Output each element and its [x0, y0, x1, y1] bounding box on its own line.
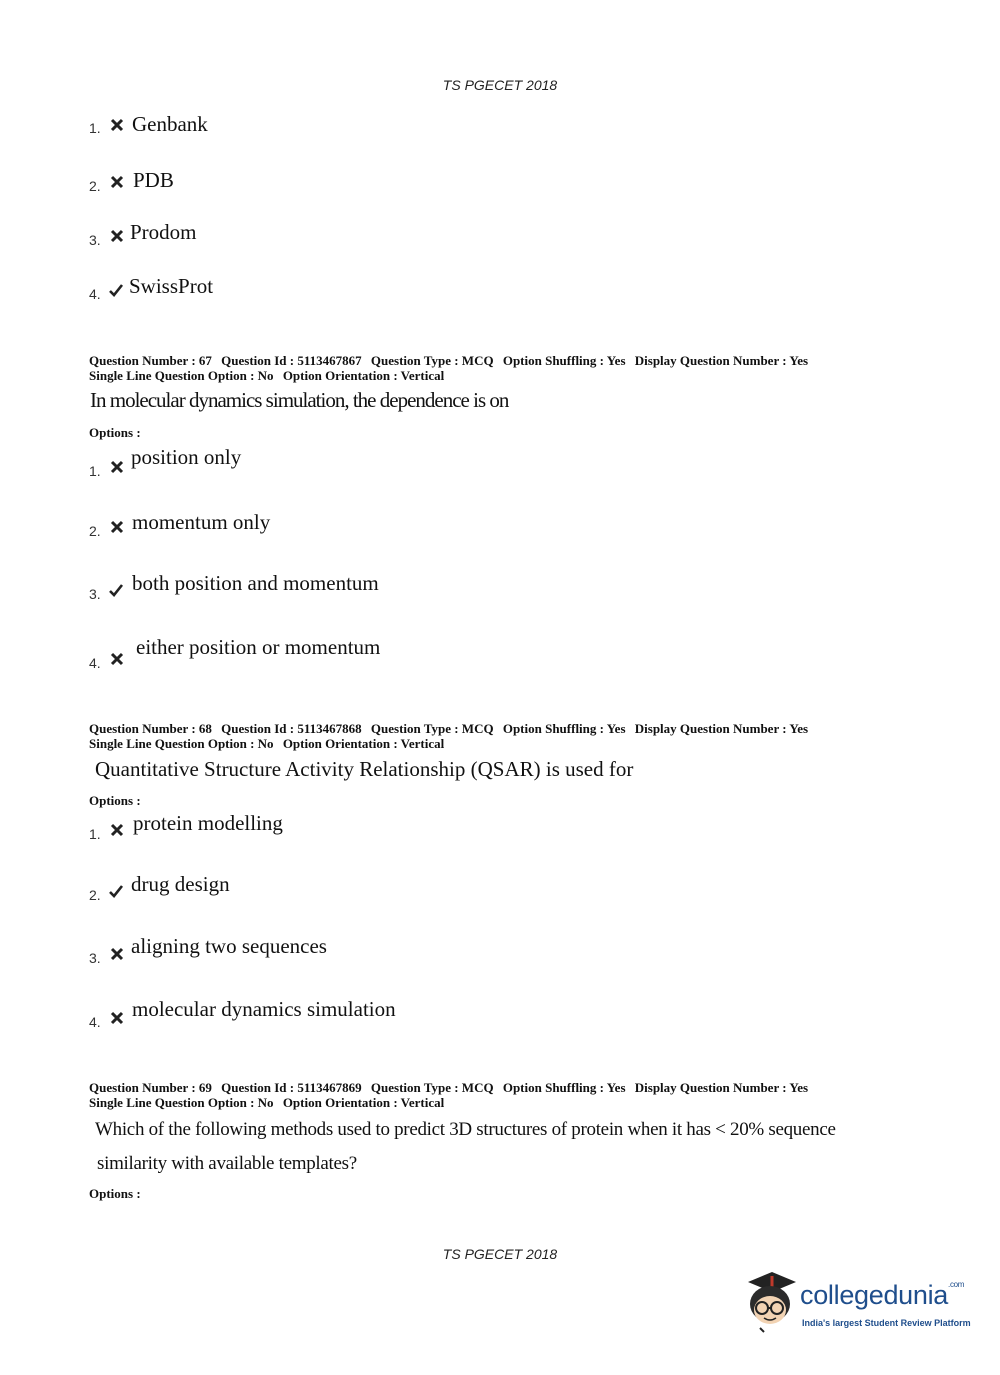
- options-label: Options :: [89, 1186, 141, 1201]
- page-header: TS PGECET 2018: [442, 77, 558, 93]
- options-label: Options :: [89, 793, 141, 808]
- question-meta: [89, 1080, 814, 1110]
- option-number: 3.: [89, 586, 101, 602]
- question-meta-line: [89, 721, 814, 736]
- option-text: SwissProt: [129, 274, 214, 298]
- meta-item: Question Type : MCQ: [370, 353, 494, 368]
- meta-item: Question Type : MCQ: [370, 1080, 494, 1095]
- option-number: 3.: [89, 950, 101, 966]
- meta-item: Question Id : 5113467867: [221, 353, 362, 368]
- meta-item: Question Id : 5113467869: [221, 1080, 362, 1095]
- question-meta-line: [89, 368, 814, 383]
- meta-item: Single Line Question Option : No: [89, 368, 274, 383]
- meta-item: Option Shuffling : Yes: [502, 721, 626, 736]
- option-number: 4.: [89, 286, 101, 302]
- meta-item: Option Shuffling : Yes: [502, 1080, 626, 1095]
- option-text: both position and momentum: [132, 571, 379, 595]
- option-number: 4.: [89, 655, 101, 671]
- meta-item: Display Question Number : Yes: [634, 721, 809, 736]
- logo-tagline: India's largest Student Review Platform: [802, 1318, 971, 1328]
- meta-item: Question Number : 67: [89, 353, 212, 368]
- question-meta-line: [89, 736, 814, 751]
- meta-item: Option Orientation : Vertical: [282, 1095, 445, 1110]
- meta-item: Question Number : 69: [89, 1080, 212, 1095]
- option-number: 4.: [89, 1014, 101, 1030]
- option-number: 1.: [89, 463, 101, 479]
- check-icon: [108, 282, 124, 298]
- cross-icon: [109, 117, 125, 133]
- option-number: 3.: [89, 232, 101, 248]
- meta-item: Question Id : 5113467868: [221, 721, 362, 736]
- collegedunia-logo: [742, 1268, 972, 1338]
- option-text: drug design: [131, 872, 230, 896]
- question-meta: [89, 353, 814, 383]
- option-text: either position or momentum: [136, 635, 381, 659]
- meta-item: Single Line Question Option : No: [89, 1095, 274, 1110]
- option-number: 2.: [89, 523, 101, 539]
- logo-name: collegedunia: [800, 1280, 949, 1310]
- cross-icon: [109, 459, 125, 475]
- cross-icon: [109, 519, 125, 535]
- question-meta-line: [89, 1080, 814, 1095]
- cross-icon: [109, 946, 125, 962]
- question-meta: [89, 721, 814, 751]
- option-text: momentum only: [132, 510, 271, 534]
- meta-item: Display Question Number : Yes: [634, 1080, 809, 1095]
- option-text: Genbank: [132, 112, 208, 136]
- meta-item: Option Orientation : Vertical: [282, 736, 445, 751]
- question-meta-line: [89, 1095, 814, 1110]
- question-text: Which of the following methods used to predict 3D structures of protein when it has < 20% sequence: [95, 1119, 836, 1140]
- question-meta-line: [89, 353, 814, 368]
- option-text: molecular dynamics simulation: [132, 997, 396, 1021]
- option-text: PDB: [133, 168, 174, 192]
- option-text: protein modelling: [133, 811, 283, 835]
- logo-wordmark: [800, 1280, 964, 1311]
- cross-icon: [109, 1010, 125, 1026]
- meta-item: Display Question Number : Yes: [634, 353, 809, 368]
- meta-item: Option Orientation : Vertical: [282, 368, 445, 383]
- meta-item: Question Type : MCQ: [370, 721, 494, 736]
- mascot-icon: [742, 1268, 800, 1338]
- option-number: 1.: [89, 826, 101, 842]
- meta-item: Question Number : 68: [89, 721, 212, 736]
- page-footer: TS PGECET 2018: [442, 1246, 558, 1262]
- meta-item: Single Line Question Option : No: [89, 736, 274, 751]
- cross-icon: [109, 651, 125, 667]
- question-text: Quantitative Structure Activity Relationship (QSAR) is used for: [95, 757, 634, 781]
- logo-suffix: .com: [948, 1280, 965, 1289]
- option-text: Prodom: [130, 220, 197, 244]
- cross-icon: [109, 174, 125, 190]
- option-number: 1.: [89, 120, 101, 136]
- question-text: In molecular dynamics simulation, the dependence is on: [90, 388, 509, 412]
- options-label: Options :: [89, 425, 141, 440]
- option-number: 2.: [89, 178, 101, 194]
- question-text-continued: similarity with available templates?: [97, 1153, 357, 1174]
- cross-icon: [109, 822, 125, 838]
- meta-item: Option Shuffling : Yes: [502, 353, 626, 368]
- check-icon: [108, 582, 124, 598]
- option-text: position only: [131, 445, 242, 469]
- option-text: aligning two sequences: [131, 934, 327, 958]
- check-icon: [108, 883, 124, 899]
- option-number: 2.: [89, 887, 101, 903]
- cross-icon: [109, 228, 125, 244]
